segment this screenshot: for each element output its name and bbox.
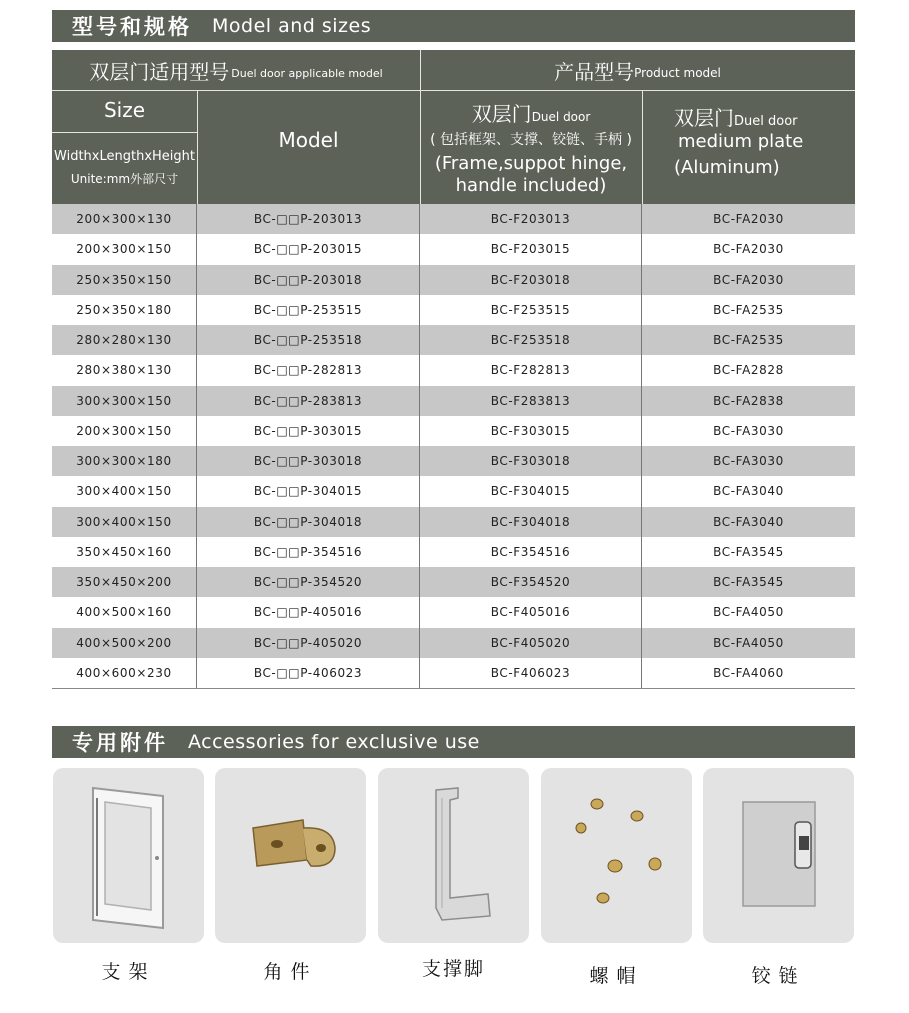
medium-plate-cell: BC-FA3545 [713, 575, 784, 590]
size-cell: 280×280×130 [52, 325, 197, 355]
header-medium-plate [642, 90, 855, 204]
size-cell: 400×500×200 [52, 628, 197, 658]
table-row [52, 355, 855, 385]
accessory-label: 螺帽 [589, 965, 644, 987]
size-cell: 280×380×130 [52, 355, 197, 385]
section-title-accessories [52, 726, 855, 758]
section-title-en: Model and sizes [212, 15, 372, 37]
medium-plate-cell: BC-FA2838 [713, 393, 784, 408]
corner-piece-icon [215, 768, 366, 943]
header-divider [197, 90, 198, 204]
size-title: Size [103, 98, 146, 122]
size-sub2: Unite:mm外部尺寸 [70, 172, 179, 186]
table-row [52, 325, 855, 355]
table-header [52, 50, 855, 204]
duel-door-cell: BC-F203013 [420, 204, 642, 234]
section-title-cn: 专用附件 [72, 731, 168, 755]
size-cell: 300×300×180 [52, 446, 197, 476]
section-title-cn: 型号和规格 [72, 15, 192, 39]
duel-door-cell: BC-F303015 [420, 416, 642, 446]
accessory-label: 角件 [263, 961, 318, 983]
header-divider [420, 50, 421, 204]
model-cell: BC-□□P-283813 [197, 386, 420, 416]
col3-cn: 双层门 [471, 101, 532, 126]
model-cell: BC-□□P-303018 [197, 446, 420, 476]
model-cell: BC-□□P-406023 [197, 658, 420, 688]
duel-door-cell: BC-F203018 [420, 265, 642, 295]
nuts-icon [541, 768, 692, 943]
table-row [52, 628, 855, 658]
table-row [52, 204, 855, 234]
section-title-model-sizes [52, 10, 855, 42]
medium-plate-cell: BC-FA4060 [713, 665, 784, 680]
medium-plate-cell: BC-FA4050 [713, 605, 784, 620]
table-row [52, 476, 855, 506]
table-row [52, 537, 855, 567]
medium-plate-cell: BC-FA3545 [713, 544, 784, 559]
model-cell: BC-□□P-303015 [197, 416, 420, 446]
size-cell: 350×450×160 [52, 537, 197, 567]
medium-plate-cell: BC-FA2828 [713, 363, 784, 378]
model-cell: BC-□□P-304015 [197, 476, 420, 506]
size-cell: 200×300×150 [52, 234, 197, 264]
size-cell: 350×450×200 [52, 567, 197, 597]
size-cell: 200×300×130 [52, 204, 197, 234]
accessory-card-support-foot [378, 768, 529, 943]
accessory-label: 支架 [101, 961, 156, 983]
section-title-en: Accessories for exclusive use [188, 731, 480, 753]
medium-plate-cell: BC-FA3040 [713, 514, 784, 529]
model-cell: BC-□□P-203013 [197, 204, 420, 234]
accessory-label: 支撑脚 [421, 958, 485, 980]
duel-door-cell: BC-F405016 [420, 597, 642, 627]
header-size-sub [52, 132, 197, 204]
table-row [52, 658, 855, 688]
header-size [52, 90, 197, 130]
size-cell: 300×400×150 [52, 476, 197, 506]
size-cell: 250×350×150 [52, 265, 197, 295]
size-cell: 300×300×150 [52, 386, 197, 416]
medium-plate-cell: BC-FA3040 [713, 484, 784, 499]
size-sub1: WidthxLengthxHeight [54, 149, 195, 164]
table-row [52, 234, 855, 264]
col3-line2: ( 包括框架、支撑、铰链、手柄 ) [430, 131, 632, 148]
accessory-card-hinge [703, 768, 854, 943]
medium-plate-cell: BC-FA2030 [713, 272, 784, 287]
medium-plate-cell: BC-FA2535 [713, 302, 784, 317]
model-cell: BC-□□P-354516 [197, 537, 420, 567]
col4-line3: (Aluminum) [674, 156, 780, 178]
model-cell: BC-□□P-253518 [197, 325, 420, 355]
model-cell: BC-□□P-304018 [197, 507, 420, 537]
duel-door-cell: BC-F303018 [420, 446, 642, 476]
support-foot-icon [378, 768, 529, 943]
duel-door-cell: BC-F304018 [420, 507, 642, 537]
duel-door-cell: BC-F253518 [420, 325, 642, 355]
accessory-card-corner [215, 768, 366, 943]
model-cell: BC-□□P-282813 [197, 355, 420, 385]
header-divider [52, 132, 197, 133]
hinge-icon [703, 768, 854, 943]
accessory-card-nuts [541, 768, 692, 943]
duel-door-cell: BC-F253515 [420, 295, 642, 325]
model-cell: BC-□□P-405016 [197, 597, 420, 627]
col3-line4: handle included) [455, 174, 607, 196]
table-row [52, 507, 855, 537]
model-title: Model [278, 128, 339, 152]
size-cell: 400×500×160 [52, 597, 197, 627]
size-cell: 200×300×150 [52, 416, 197, 446]
group-en: Product model [634, 66, 721, 80]
medium-plate-cell: BC-FA2030 [713, 242, 784, 257]
table-row [52, 416, 855, 446]
model-cell: BC-□□P-203018 [197, 265, 420, 295]
header-group-applicable-model [52, 50, 420, 90]
accessory-card-frame [53, 768, 204, 943]
model-cell: BC-□□P-253515 [197, 295, 420, 325]
size-cell: 250×350×180 [52, 295, 197, 325]
table-row [52, 597, 855, 627]
model-table-body [52, 204, 855, 689]
size-cell: 300×400×150 [52, 507, 197, 537]
header-divider [52, 90, 855, 91]
table-row [52, 567, 855, 597]
medium-plate-cell: BC-FA3030 [713, 423, 784, 438]
medium-plate-cell: BC-FA4050 [713, 635, 784, 650]
header-model [197, 90, 420, 204]
header-divider [642, 90, 643, 204]
col3-line3: (Frame,suppot hinge, [434, 152, 628, 174]
medium-plate-cell: BC-FA3030 [713, 454, 784, 469]
medium-plate-cell: BC-FA2030 [713, 212, 784, 227]
model-cell: BC-□□P-354520 [197, 567, 420, 597]
duel-door-cell: BC-F283813 [420, 386, 642, 416]
duel-door-cell: BC-F203015 [420, 234, 642, 264]
frame-bracket-icon [53, 768, 204, 943]
col3-en: Duel door [531, 109, 591, 124]
medium-plate-cell: BC-FA2535 [713, 333, 784, 348]
table-row [52, 446, 855, 476]
header-group-product-model [420, 50, 855, 90]
col4-cn: 双层门 [674, 105, 734, 130]
duel-door-cell: BC-F406023 [420, 658, 642, 688]
accessory-label: 铰链 [751, 965, 806, 987]
duel-door-cell: BC-F405020 [420, 628, 642, 658]
table-row [52, 295, 855, 325]
model-cell: BC-□□P-405020 [197, 628, 420, 658]
duel-door-cell: BC-F354520 [420, 567, 642, 597]
group-en: Duel door applicable model [231, 66, 383, 80]
table-row [52, 265, 855, 295]
duel-door-cell: BC-F304015 [420, 476, 642, 506]
group-cn: 产品型号 [554, 59, 635, 84]
header-duel-door [420, 90, 642, 204]
table-row [52, 386, 855, 416]
col4-en: Duel door [734, 113, 798, 129]
size-cell: 400×600×230 [52, 658, 197, 688]
group-cn: 双层门适用型号 [89, 59, 230, 84]
model-cell: BC-□□P-203015 [197, 234, 420, 264]
duel-door-cell: BC-F282813 [420, 355, 642, 385]
duel-door-cell: BC-F354516 [420, 537, 642, 567]
col4-line2: medium plate [678, 130, 804, 152]
